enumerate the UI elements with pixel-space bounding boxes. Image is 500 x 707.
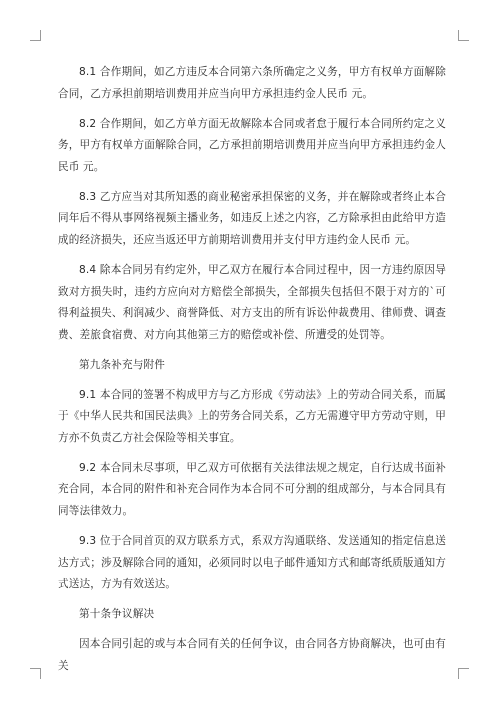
clause-8-4: 8.4 除本合同另有约定外，甲乙双方在履行本合同过程中，因一方违约原因导致对方损失时，违约方应向对方赔偿全部损失，全部损失包括但不限于对方的`可得利益损失、利润减少、商誉降低、对方支出的所有诉讼仲裁费用、律师费、调查费、差旅食宿费、对方向其他第三方的赔偿或补偿、所遭受的处罚等。 [58, 263, 446, 341]
crop-mark-bottom-right [458, 668, 469, 679]
clause-8-2: 8.2 合作期间，如乙方单方面无故解除本合同或者怠于履行本合同所约定之义务，甲方有权单方面解除合同，乙方承担前期培训费用并应当向甲方承担违约金人民币 元。 [58, 117, 446, 173]
crop-mark-bottom-left [30, 668, 41, 679]
clause-8-1: 8.1 合作期间，如乙方违反本合同第六条所确定之义务，甲方有权单方面解除合同，乙方承担前期培训费用并应当向甲方承担违约金人民币 元。 [58, 66, 446, 100]
section-heading-10: 第十条争议解决 [79, 608, 155, 621]
clause-10-intro: 因本合同引起的或与本合同有关的任何争议，由合同各方协商解决，也可由有关 [58, 638, 446, 672]
clause-9-3: 9.3 位于合同首页的双方联系方式，系双方沟通联络、发送通知的指定信息送达方式；涉及解除合同的通知，必须同时以电子邮件通知方式和邮寄纸质版通知方式送达，方为有效送达。 [58, 535, 446, 591]
clause-9-1: 9.1 本合同的签署不构成甲方与乙方形成《劳动法》上的劳动合同关系，而属于《中华人民共和国民法典》上的劳务合同关系，乙方无需遵守甲方劳动守则，甲方亦不负责乙方社会保险等相关事宜。 [58, 388, 446, 444]
section-heading-9: 第九条补充与附件 [79, 358, 165, 371]
clause-8-3: 8.3 乙方应当对其所知悉的商业秘密承担保密的义务，并在解除或者终止本合同年后不得从事网络视频主播业务，如违反上述之内容，乙方除承担由此给甲方造成的经济损失，还应当返还甲方前期培训费用并支付甲方违约金人民币 元。 [58, 190, 446, 246]
crop-mark-top-left [30, 30, 41, 41]
crop-mark-top-right [458, 30, 469, 41]
clause-9-2: 9.2 本合同未尽事项，甲乙双方可依据有关法律法规之规定，自行达成书面补充合同，本合同的附件和补充合同作为本合同不可分割的组成部分，与本合同具有同等法律效力。 [58, 461, 446, 518]
document-body [58, 62, 446, 686]
